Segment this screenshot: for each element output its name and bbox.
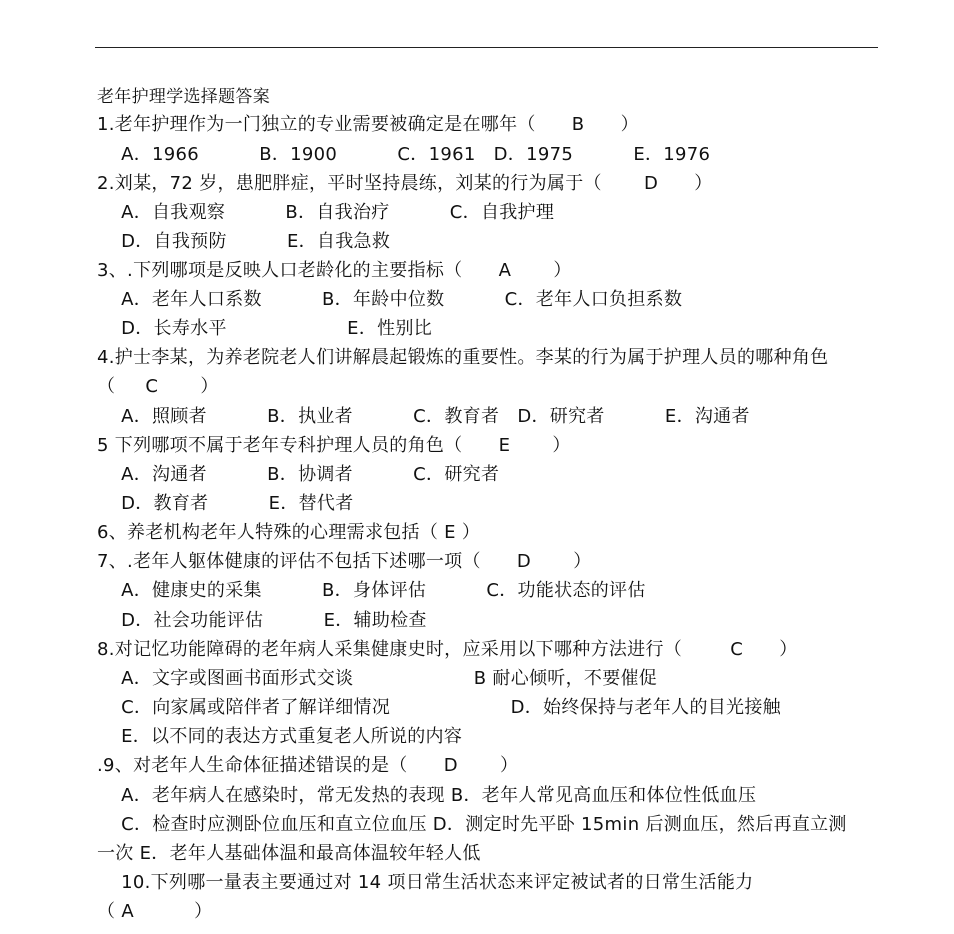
option-line: D．教育者 E．替代者 [97, 493, 354, 514]
question-line: 5 下列哪项不属于老年专科护理人员的角色（ E ） [97, 435, 571, 456]
option-line: C．检查时应测卧位血压和直立位血压 D．测定时先平卧 15min 后测血压，然后再直立测 [97, 814, 847, 835]
question-line: 10.下列哪一量表主要通过对 14 项日常生活状态来评定被试者的日常生活能力 [97, 872, 754, 893]
question-line: 1.老年护理作为一门独立的专业需要被确定是在哪年（ B ） [97, 114, 639, 135]
option-line: A．健康史的采集 B．身体评估 C．功能状态的评估 [97, 580, 646, 601]
question-line: 6、养老机构老年人特殊的心理需求包括（ E ） [97, 522, 481, 543]
question-line: .9、对老年人生命体征描述错误的是（ D ） [97, 755, 519, 776]
question-line: 8.对记忆功能障碍的老年病人采集健康史时，应采用以下哪种方法进行（ C ） [97, 639, 798, 660]
option-line: E．以不同的表达方式重复老人所说的内容 [97, 726, 463, 747]
question-line: 2.刘某，72 岁，患肥胖症，平时坚持晨练，刘某的行为属于（ D ） [97, 173, 713, 194]
option-line: A．照顾者 B．执业者 C．教育者 D．研究者 E．沟通者 [97, 406, 750, 427]
option-line: A．自我观察 B．自我治疗 C．自我护理 [97, 202, 555, 223]
option-line: 一次 E．老年人基础体温和最高体温较年轻人低 [97, 843, 481, 864]
option-line: A．老年病人在感染时，常无发热的表现 B．老年人常见高血压和体位性低血压 [97, 785, 757, 806]
question-line: 4.护士李某，为养老院老人们讲解晨起锻炼的重要性。李某的行为属于护理人员的哪种角色 [97, 347, 829, 368]
option-line: A．沟通者 B．协调者 C．研究者 [97, 464, 500, 485]
question-line: （ C ） [97, 376, 219, 397]
document-title: 老年护理学选择题答案 [97, 87, 270, 107]
question-line: （ A ） [97, 901, 213, 922]
option-line: A．1966 B．1900 C．1961 D．1975 E．1976 [97, 144, 711, 165]
question-line: 3、.下列哪项是反映人口老龄化的主要指标（ A ） [97, 260, 572, 281]
option-line: D．社会功能评估 E．辅助检查 [97, 610, 427, 631]
header-rule [95, 47, 878, 48]
option-line: D．自我预防 E．自我急救 [97, 231, 391, 252]
option-line: D．长寿水平 E．性别比 [97, 318, 433, 339]
option-line: A．老年人口系数 B．年龄中位数 C．老年人口负担系数 [97, 289, 683, 310]
option-line: C．向家属或陪伴者了解详细情况 D．始终保持与老年人的目光接触 [97, 697, 781, 718]
option-line: A．文字或图画书面形式交谈 B 耐心倾听，不要催促 [97, 668, 658, 689]
question-line: 7、.老年人躯体健康的评估不包括下述哪一项（ D ） [97, 551, 592, 572]
